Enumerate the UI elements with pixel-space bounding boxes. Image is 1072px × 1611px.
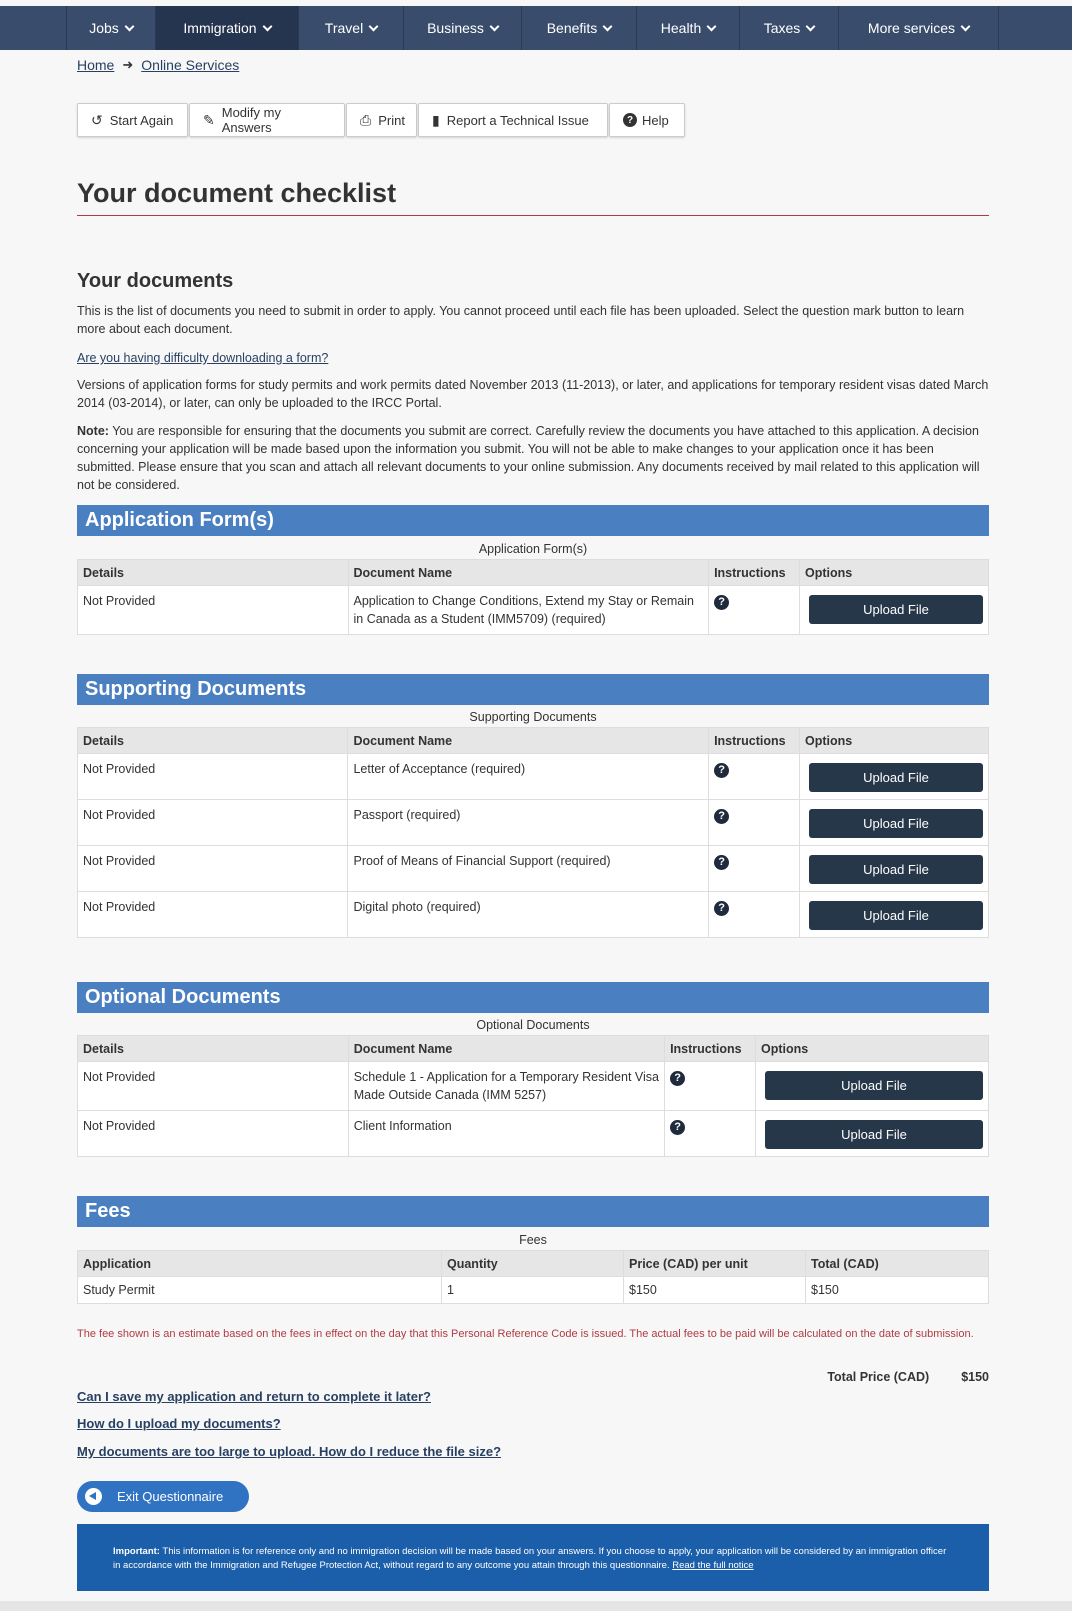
report-issue-button[interactable]: [418, 103, 608, 137]
total-price: [827, 1370, 989, 1384]
nav-label: Benefits: [546, 20, 598, 36]
instructions-cell: [709, 754, 800, 800]
breadcrumb-home-link[interactable]: Home: [77, 57, 115, 73]
nav-label: Jobs: [89, 20, 119, 36]
nav-health[interactable]: [636, 6, 739, 50]
nav-label: Travel: [324, 20, 364, 36]
note-label: Note:: [77, 424, 109, 438]
nav-label: Immigration: [183, 20, 257, 36]
modify-answers-label: Modify my Answers: [221, 105, 281, 135]
upload-file-button[interactable]: Upload File: [809, 855, 983, 884]
arrow-right-icon: ➜: [122, 57, 134, 72]
details-cell: Not Provided: [78, 1111, 349, 1157]
nav-taxes[interactable]: [739, 6, 838, 50]
title-divider: [77, 215, 989, 216]
application-forms-banner: Application Form(s): [77, 505, 989, 536]
nav-label: More services: [867, 20, 956, 36]
options-cell: [800, 754, 989, 800]
col-options: Options: [756, 1036, 989, 1062]
print-label: Print: [378, 112, 405, 128]
table-row: [78, 800, 989, 846]
options-cell: [756, 1062, 989, 1111]
instructions-cell: [665, 1111, 756, 1157]
modify-answers-button[interactable]: [189, 103, 345, 137]
details-cell: Not Provided: [78, 1062, 349, 1111]
question-circle-icon: ?: [623, 113, 637, 127]
chevron-down-icon: [961, 21, 971, 31]
question-circle-icon[interactable]: ?: [714, 763, 729, 778]
note-body: You are responsible for ensuring that the documents you submit are correct. Carefully review the documents you have attached to this application. A decision concerning your application will be made based upon the information you submit. You will not be able to make changes to your application once it has been submitted. Please ensure that you scan and attach all relevant documents to your online submission. Any documents received by mail related to this application will not be considered.: [77, 424, 980, 492]
top-navigation: [0, 6, 1072, 50]
help-label: Help: [642, 112, 669, 128]
nav-label: Health: [660, 20, 702, 36]
col-details: Details: [78, 1036, 349, 1062]
document-name-cell: Letter of Acceptance (required): [348, 754, 709, 800]
options-cell: [800, 892, 989, 938]
table-row: [78, 892, 989, 938]
upload-file-button[interactable]: Upload File: [809, 595, 983, 624]
fees-caption: Fees: [519, 1233, 547, 1247]
chevron-down-icon: [262, 21, 272, 31]
upload-file-button[interactable]: Upload File: [765, 1071, 983, 1100]
supporting-documents-banner: Supporting Documents: [77, 674, 989, 705]
details-cell: Not Provided: [78, 586, 349, 635]
refresh-icon: ↺: [91, 111, 103, 128]
versions-text: Versions of application forms for study permits and work permits dated November 2013 (11-2013), or later, and applications for temporary resident visas dated March 2014 (03-2014), or later, can only be uploaded to the IRCC Portal.: [77, 378, 989, 410]
application-cell: Study Permit: [78, 1277, 442, 1304]
options-cell: [800, 800, 989, 846]
exit-questionnaire-button[interactable]: [77, 1481, 249, 1512]
price-cell: $150: [624, 1277, 806, 1304]
exit-questionnaire-label: Exit Questionnaire: [117, 1489, 224, 1504]
nav-jobs[interactable]: [66, 6, 155, 50]
table-header-row: [78, 560, 989, 586]
col-details: Details: [78, 728, 348, 754]
chevron-down-icon: [369, 21, 379, 31]
instructions-cell: [665, 1062, 756, 1111]
application-forms-table: [77, 559, 989, 635]
instructions-cell: [709, 892, 800, 938]
printer-icon: ⎙: [360, 111, 372, 128]
total-cell: $150: [806, 1277, 989, 1304]
options-cell: [800, 846, 989, 892]
nav-travel[interactable]: [298, 6, 403, 50]
start-again-label: Start Again: [109, 112, 174, 128]
chevron-down-icon: [806, 21, 816, 31]
col-price: Price (CAD) per unit: [624, 1251, 806, 1277]
nav-business[interactable]: [403, 6, 521, 50]
application-forms-caption: Application Form(s): [478, 542, 588, 556]
chevron-down-icon: [124, 21, 134, 31]
col-details: Details: [78, 560, 349, 586]
important-notice: [77, 1524, 989, 1591]
question-circle-icon[interactable]: ?: [670, 1071, 685, 1086]
document-name-cell: Proof of Means of Financial Support (required): [348, 846, 709, 892]
upload-file-button[interactable]: Upload File: [809, 763, 983, 792]
col-options: Options: [800, 728, 989, 754]
table-row: [78, 1111, 989, 1157]
col-document-name: Document Name: [348, 728, 709, 754]
table-header-row: [78, 728, 989, 754]
col-document-name: Document Name: [348, 1036, 664, 1062]
details-cell: Not Provided: [78, 800, 348, 846]
upload-file-button[interactable]: Upload File: [765, 1120, 983, 1149]
page-bottom-bar: [0, 1601, 1072, 1611]
question-circle-icon[interactable]: ?: [714, 595, 729, 610]
optional-documents-banner: Optional Documents: [77, 982, 989, 1013]
col-options: Options: [800, 560, 989, 586]
document-name-cell: Client Information: [348, 1111, 664, 1157]
intro-text: This is the list of documents you need to submit in order to apply. You cannot proceed until each file has been uploaded. Select the question mark button to learn more about each document.: [77, 304, 965, 336]
col-instructions: Instructions: [665, 1036, 756, 1062]
breadcrumb: [77, 57, 239, 73]
download-help-paragraph: [77, 349, 989, 367]
quantity-cell: 1: [442, 1277, 624, 1304]
table-header-row: [78, 1251, 989, 1277]
document-name-cell: Passport (required): [348, 800, 709, 846]
nav-immigration[interactable]: [155, 6, 298, 50]
optional-documents-table: [77, 1035, 989, 1157]
total-price-value: $150: [961, 1370, 989, 1384]
col-instructions: Instructions: [709, 560, 800, 586]
important-label: Important:: [113, 1546, 160, 1557]
col-quantity: Quantity: [442, 1251, 624, 1277]
page-title: Your document checklist: [77, 178, 397, 208]
nav-label: Business: [427, 20, 484, 36]
table-row: [78, 1277, 989, 1304]
save-application-link[interactable]: Can I save my application and return to complete it later?: [77, 1389, 431, 1404]
fees-table: [77, 1250, 989, 1304]
note-text: [77, 422, 989, 494]
nav-items: [66, 6, 999, 50]
instructions-cell: [709, 800, 800, 846]
chevron-down-icon: [489, 21, 499, 31]
important-text: This information is for reference only and no immigration decision will be made based on your answers. If you choose to apply, your application will be considered by an immigration officer in accordance with the Immigration and Refugee Protection Act, without regard to any outcome you attain through this questionnaire.: [113, 1546, 947, 1571]
options-cell: [756, 1111, 989, 1157]
fees-banner: Fees: [77, 1196, 989, 1227]
col-total: Total (CAD): [806, 1251, 989, 1277]
table-row: [78, 1062, 989, 1111]
details-cell: Not Provided: [78, 892, 348, 938]
question-circle-icon[interactable]: ?: [714, 809, 729, 824]
arrow-left-circle-icon: [85, 1488, 102, 1505]
upload-file-button[interactable]: Upload File: [809, 901, 983, 930]
document-name-cell: Digital photo (required): [348, 892, 709, 938]
comment-icon: ▮: [432, 111, 440, 128]
read-full-notice-link[interactable]: Read the full notice: [672, 1560, 754, 1571]
options-cell: [800, 586, 989, 635]
nav-benefits[interactable]: [521, 6, 636, 50]
instructions-cell: [709, 846, 800, 892]
toolbar: [77, 103, 686, 137]
section-title-your-documents: Your documents: [77, 270, 234, 292]
nav-label: Taxes: [763, 20, 801, 36]
instructions-cell: [709, 586, 800, 635]
question-circle-icon[interactable]: ?: [714, 901, 729, 916]
fee-estimate-note: The fee shown is an estimate based on the fees in effect on the day that this Personal Reference Code is issued. The actual fees to be paid will be calculated on the date of submission.: [77, 1328, 974, 1340]
upload-file-button[interactable]: Upload File: [809, 809, 983, 838]
details-cell: Not Provided: [78, 754, 348, 800]
reduce-file-size-link[interactable]: My documents are too large to upload. How do I reduce the file size?: [77, 1444, 502, 1459]
start-again-button[interactable]: [77, 103, 188, 137]
document-name-cell: Schedule 1 - Application for a Temporary Resident Visa Made Outside Canada (IMM 5257): [348, 1062, 664, 1111]
breadcrumb-online-services-link[interactable]: Online Services: [141, 57, 240, 73]
chevron-down-icon: [707, 21, 717, 31]
table-row: [78, 586, 989, 635]
col-application: Application: [78, 1251, 442, 1277]
print-button[interactable]: [346, 103, 417, 137]
upload-documents-link[interactable]: How do I upload my documents?: [77, 1416, 281, 1431]
supporting-documents-table: [77, 727, 989, 938]
pencil-icon: ✎: [203, 111, 215, 128]
question-circle-icon[interactable]: ?: [714, 855, 729, 870]
table-row: [78, 754, 989, 800]
chevron-down-icon: [603, 21, 613, 31]
col-instructions: Instructions: [709, 728, 800, 754]
table-header-row: [78, 1036, 989, 1062]
download-help-link[interactable]: Are you having difficulty downloading a form?: [77, 351, 329, 365]
help-button[interactable]: [609, 103, 685, 137]
total-price-label: Total Price (CAD): [827, 1370, 930, 1384]
details-cell: Not Provided: [78, 846, 348, 892]
question-circle-icon[interactable]: ?: [670, 1120, 685, 1135]
report-issue-label: Report a Technical Issue: [446, 112, 589, 128]
optional-documents-caption: Optional Documents: [476, 1018, 590, 1032]
table-row: [78, 846, 989, 892]
document-name-cell: Application to Change Conditions, Extend my Stay or Remain in Canada as a Student (IMM5709) (required): [348, 586, 709, 635]
nav-more-services[interactable]: [838, 6, 999, 50]
col-document-name: Document Name: [348, 560, 709, 586]
supporting-documents-caption: Supporting Documents: [469, 710, 597, 724]
